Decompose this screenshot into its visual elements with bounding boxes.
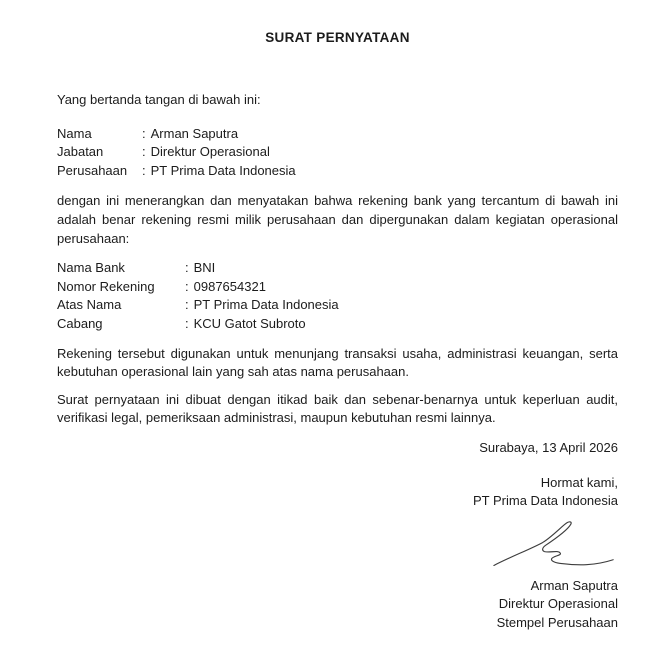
signature-image	[484, 513, 624, 575]
bank-field-row	[57, 259, 618, 278]
field-separator: :	[185, 278, 189, 294]
intro-line: Yang bertanda tangan di bawah ini:	[57, 92, 261, 107]
closing-block	[57, 439, 618, 633]
field-label-nama-bank: Nama Bank	[57, 260, 125, 276]
field-separator: :	[142, 125, 146, 141]
closing-salutation: Hormat kami,	[540, 474, 618, 490]
signature-caption-block	[57, 577, 618, 633]
field-separator: :	[185, 260, 189, 276]
paragraph-declaration: dengan ini menerangkan dan menyatakan bahwa rekening bank yang tercantum di bawah ini adalah benar rekening resmi milik perusahaan dan dipergunakan dalam kegiatan operasional perusahaan:	[57, 193, 618, 246]
field-value-nama-bank: BNI	[193, 260, 216, 276]
signer-fields-table	[57, 125, 618, 181]
field-value-nama: Arman Saputra	[150, 125, 239, 141]
paragraph-purpose: Surat pernyataan ini dibuat dengan itikad baik dan sebenar-benarnya untuk keperluan audit, verifikasi legal, pemeriksaan administrasi, maupun kebutuhan resmi lainnya.	[57, 391, 618, 426]
bank-field-row	[57, 278, 618, 297]
field-label-perusahaan: Perusahaan	[57, 162, 128, 178]
field-value-cabang: KCU Gatot Subroto	[193, 315, 306, 331]
field-label-nama: Nama	[57, 125, 92, 141]
bank-fields-table	[57, 259, 618, 333]
field-value-nomor-rekening: 0987654321	[193, 278, 266, 294]
field-separator: :	[142, 162, 146, 178]
signer-field-row	[57, 125, 618, 144]
field-label-cabang: Cabang	[57, 315, 103, 331]
document-title: SURAT PERNYATAAN	[265, 30, 410, 45]
signer-title: Direktur Operasional	[498, 596, 618, 612]
bank-field-row	[57, 315, 618, 334]
field-separator: :	[185, 315, 189, 331]
field-label-atas-nama: Atas Nama	[57, 297, 122, 313]
dateline: Surabaya, 13 April 2026	[479, 439, 618, 455]
paragraph-usage: Rekening tersebut digunakan untuk menunjang transaksi usaha, administrasi keuangan, serta kebutuhan operasional lain yang sah atas nama perusahaan.	[57, 345, 618, 380]
field-separator: :	[185, 297, 189, 313]
stamp-note: Stempel Perusahaan	[496, 614, 618, 630]
signer-field-row	[57, 162, 618, 181]
field-value-jabatan: Direktur Operasional	[150, 144, 270, 160]
bank-field-row	[57, 296, 618, 315]
signer-field-row	[57, 143, 618, 162]
field-value-perusahaan: PT Prima Data Indonesia	[150, 162, 296, 178]
field-label-nomor-rekening: Nomor Rekening	[57, 278, 155, 294]
field-value-atas-nama: PT Prima Data Indonesia	[193, 297, 339, 313]
field-separator: :	[142, 144, 146, 160]
signer-name: Arman Saputra	[530, 577, 618, 593]
field-label-jabatan: Jabatan	[57, 144, 104, 160]
closing-company-name: PT Prima Data Indonesia	[473, 493, 618, 509]
